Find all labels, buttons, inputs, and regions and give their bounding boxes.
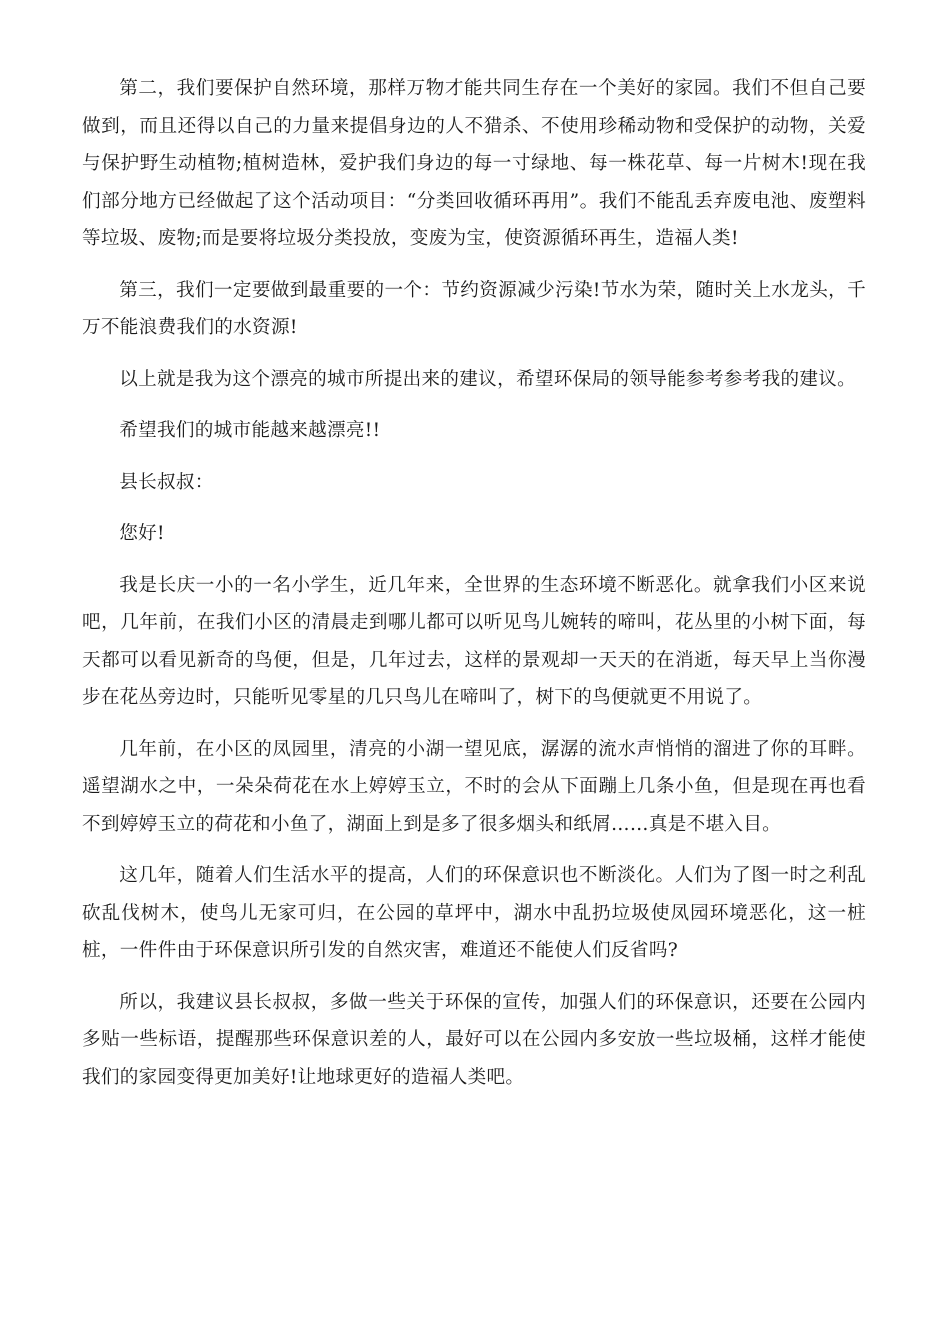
paragraph-suggestion-summary: 以上就是我为这个漂亮的城市所提出来的建议，希望环保局的领导能参考参考我的建议。 — [119, 368, 857, 390]
paragraph-city-wish: 希望我们的城市能越来越漂亮!! — [119, 420, 381, 441]
paragraph-save-resources: 第三，我们一定要做到最重要的一个：节约资源减少污染!节水为荣，随时关上水龙头，千万不能浪费我们的水资源! — [82, 279, 866, 338]
paragraph-birds: 我是长庆一小的一名小学生，近几年来，全世界的生态环境不断恶化。就拿我们小区来说吧，几年前，在我们小区的清晨走到哪儿都可以听见鸟儿婉转的啼叫，花丛里的小树下面，每天都可以看见新奇的鸟便，但是，几年过去，这样的景观却一天天的在消逝，每天早上当你漫步在花丛旁边时，只能听见零星的几只鸟儿在啼叫了，树下的鸟便就更不用说了。 — [82, 574, 866, 708]
paragraph-protect-nature: 第二，我们要保护自然环境，那样万物才能共同生存在一个美好的家园。我们不但自己要做到，而且还得以自己的力量来提倡身边的人不猎杀、不使用珍稀动物和受保护的动物，关爱与保护野生动植物;植树造林，爱护我们身边的每一寸绿地、每一株花草、每一片树木!现在我们部分地方已经做起了这个活动项目：“分类回收循环再用”。我们不能乱丢弃废电池、废塑料等垃圾、废物;而是要将垃圾分类投放，变废为宝，使资源循环再生，造福人类! — [82, 78, 866, 249]
paragraph-awareness: 这几年，随着人们生活水平的提高，人们的环保意识也不断淡化。人们为了图一时之利乱砍乱伐树木，使鸟儿无家可归，在公园的草坪中，湖水中乱扔垃圾使凤园环境恶化，这一桩桩，一件件由于环保意识所引发的自然灾害，难道还不能使人们反省吗? — [82, 865, 866, 961]
paragraph-proposal: 所以，我建议县长叔叔，多做一些关于环保的宣传，加强人们的环保意识，还要在公园内多贴一些标语，提醒那些环保意识差的人，最好可以在公园内多安放一些垃圾桶，这样才能使我们的家园变得更加美好!让地球更好的造福人类吧。 — [82, 991, 866, 1088]
letter-salutation: 县长叔叔： — [119, 471, 214, 493]
paragraph-lake: 几年前，在小区的凤园里，清亮的小湖一望见底，潺潺的流水声悄悄的溜进了你的耳畔。遥望湖水之中，一朵朵荷花在水上婷婷玉立，不时的会从下面蹦上几条小鱼，但是现在再也看不到婷婷玉立的荷花和小鱼了，湖面上到是多了很多烟头和纸屑……真是不堪入目。 — [82, 738, 866, 835]
letter-greeting: 您好! — [119, 523, 165, 544]
document-body — [82, 70, 866, 1110]
